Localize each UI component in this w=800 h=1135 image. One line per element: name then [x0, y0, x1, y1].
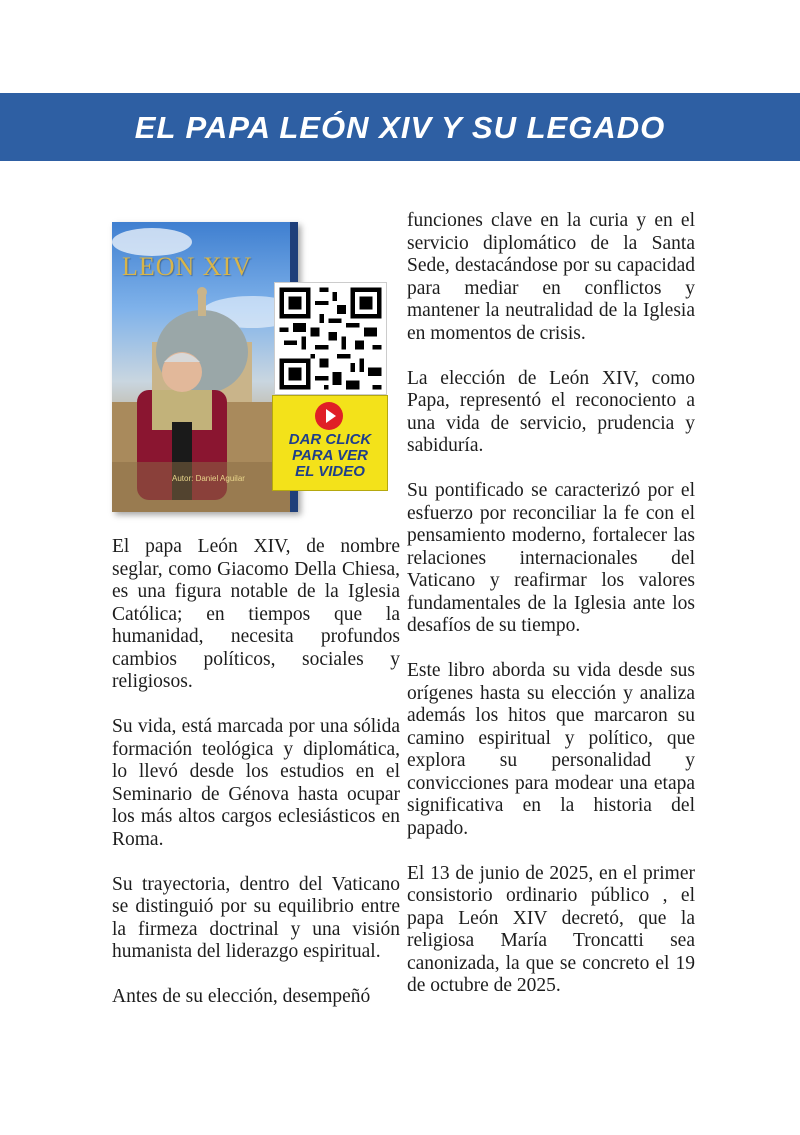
cover-author: Autor: Daniel Aguilar [172, 474, 245, 483]
paragraph: Su vida, está marcada por una sólida formación teológica y diplomática, lo llevó desde los estudios en el Seminario de Génova hasta ocupar los más altos cargos eclesiásticos en Roma. [112, 716, 400, 850]
right-text-column [407, 210, 695, 1020]
paragraph: Antes de su elección, desempeñó [112, 986, 371, 1007]
paragraph: funciones clave en la curia y en el servicio diplomático de la Santa Sede, destacándose por su capacidad para mediar en conflictos y mantener la neutralidad de la Iglesia en momentos de crisis. [407, 210, 695, 344]
left-text-column [112, 536, 400, 1031]
paragraph: El papa León XIV, de nombre seglar, como Giacomo Della Chiesa, es una figura notable de la Iglesia Católica; en tiempos que la humanidad, necesita profundos cambios políticos, sociales y religiosos. [112, 536, 400, 692]
qr-code[interactable] [274, 282, 387, 395]
paragraph: Su pontificado se caracterizó por el esfuerzo por reconciliar la fe con el pensamiento moderno, fortalecer las relaciones internacionales del Vaticano y reafirmar los valores fundamentales de la Iglesia ante los desafíos de su tiempo. [407, 480, 695, 636]
watch-video-button[interactable] [272, 395, 388, 491]
header-banner [0, 93, 800, 161]
paragraph: La elección de León XIV, como Papa, representó el reconociento a una vida de servicio, prudencia y sabiduría. [407, 367, 695, 456]
watch-video-label: DAR CLICK PARA VER EL VIDEO [288, 431, 372, 480]
qr-code-icon [275, 283, 386, 394]
book-cover[interactable] [112, 222, 298, 512]
paragraph: Este libro aborda su vida desde sus orígenes hasta su elección y analiza además los hitos que marcaron su camino espiritual y político, que explora su personalidad y convicciones para modear una etapa significativa en la historia del papado. [407, 660, 695, 839]
page-title: EL PAPA LEÓN XIV Y SU LEGADO [134, 110, 666, 145]
paragraph: Su trayectoria, dentro del Vaticano se distinguió por su equilibrio entre la firmeza doctrinal y una visión humanista del liderazgo espiritual. [112, 873, 400, 962]
paragraph: El 13 de junio de 2025, en el primer consistorio ordinario público , el papa León XIV decretó, que la religiosa María Troncatti sea canonizada, la que se concreto el 19 de octubre de 2025. [407, 862, 695, 996]
play-icon [315, 402, 343, 430]
cover-title: LEON XIV [121, 252, 253, 281]
